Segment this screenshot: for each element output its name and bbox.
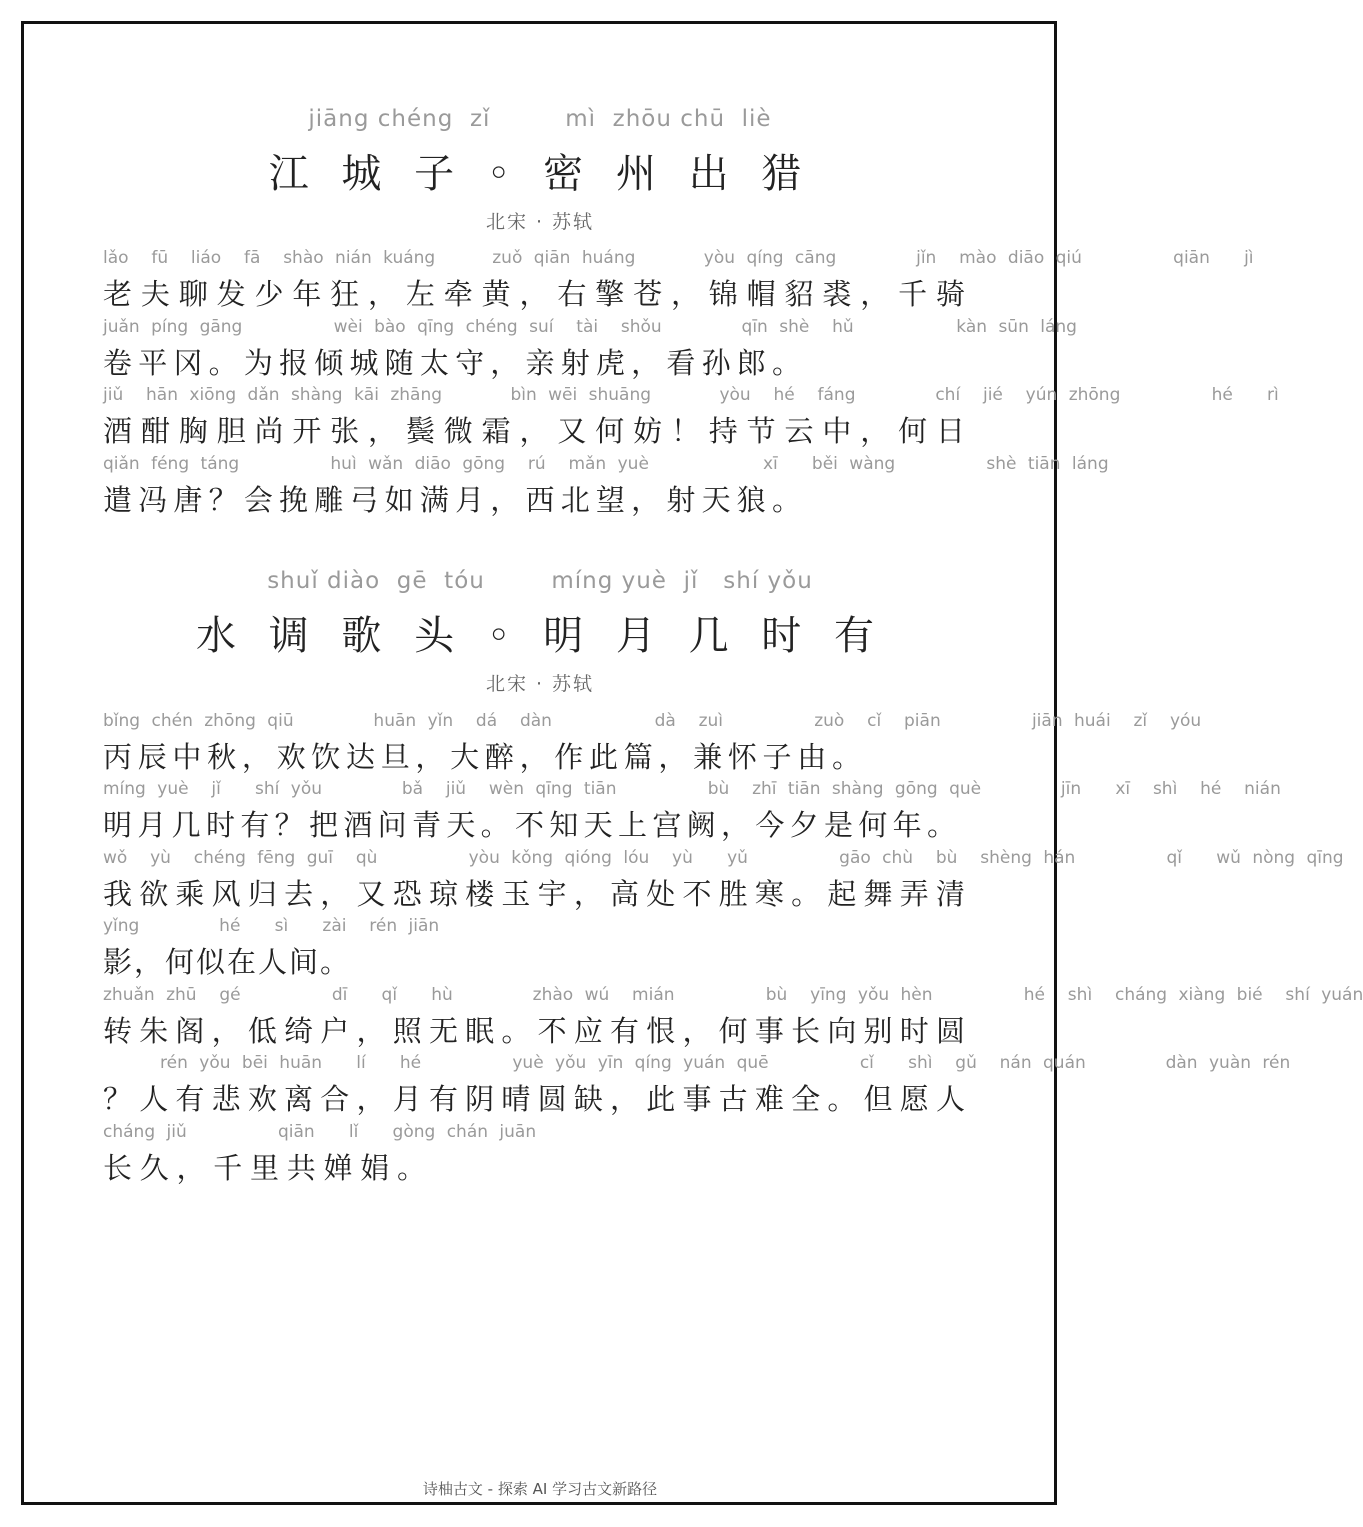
poem-1-line-3-text: 酒酣胸胆尚开张，鬓微霜，又何妨！持节云中，何日 — [103, 414, 967, 448]
poem-2-line-7-text: 长久，千里共婵娟。 — [103, 1151, 428, 1185]
poem-1-line-4-text: 遣冯唐？会挽雕弓如满月，西北望，射天狼。 — [103, 483, 803, 517]
poem-2-line-5-pinyin: zhuǎn zhū gé dī qǐ hù zhào wú mián bù yīng yǒu hèn hé shì cháng xiàng bié shí yuán — [103, 985, 1363, 1005]
poem-1-line-1-pinyin: lǎo fū liáo fā shào nián kuáng zuǒ qiān huáng yòu qíng cāng jǐn mào diāo qiú qiān jì — [103, 248, 1254, 268]
poem-1-line-2-pinyin: juǎn píng gāng wèi bào qīng chéng suí tài shǒu qīn shè hǔ kàn sūn láng — [103, 317, 1077, 337]
poem-2-line-4-text: 影，何似在人间。 — [103, 945, 352, 979]
poem-2-title: 水 调 歌 头 ◦ 明 月 几 时 有 — [195, 613, 885, 659]
footer-text: 诗柚古文 - 探索 AI 学习古文新路径 — [422, 1480, 658, 1498]
poem-1-author: 北宋 · 苏轼 — [485, 211, 595, 233]
poem-1-line-1-text: 老夫聊发少年狂，左牵黄，右擎苍，锦帽貂裘，千骑 — [103, 277, 967, 311]
poem-2-line-5-text: 转朱阁，低绮户，照无眠。不应有恨，何事长向别时圆 — [103, 1014, 967, 1048]
poem-2-line-3-text: 我欲乘风归去，又恐琼楼玉宇，高处不胜寒。起舞弄清 — [103, 877, 967, 911]
poem-1-line-3-pinyin: jiǔ hān xiōng dǎn shàng kāi zhāng bìn wēi shuāng yòu hé fáng chí jié yún zhōng hé rì — [103, 385, 1279, 405]
poem-2-line-7-pinyin: cháng jiǔ qiān lǐ gòng chán juān — [103, 1122, 537, 1142]
poem-2-author: 北宋 · 苏轼 — [485, 673, 595, 695]
poem-2-line-6-pinyin: rén yǒu bēi huān lí hé yuè yǒu yīn qíng yuán quē cǐ shì gǔ nán quán dàn yuàn rén — [103, 1053, 1291, 1073]
poem-2-line-4-pinyin: yǐng hé sì zài rén jiān — [103, 916, 440, 936]
poem-2-line-2-text: 明月几时有？把酒问青天。不知天上宫阙，今夕是何年。 — [103, 808, 958, 842]
poem-2-line-3-pinyin: wǒ yù chéng fēng guī qù yòu kǒng qióng lóu yù yǔ gāo chù bù shèng hán qǐ wǔ nòng qīng — [103, 848, 1344, 868]
poem-1-title: 江 城 子 ◦ 密 州 出 猎 — [268, 151, 812, 197]
poem-1-line-4-pinyin: qiǎn féng táng huì wǎn diāo gōng rú mǎn yuè xī běi wàng shè tiān láng — [103, 454, 1109, 474]
poem-2-line-6-text: ？人有悲欢离合，月有阴晴圆缺，此事古难全。但愿人 — [103, 1082, 967, 1116]
poem-2-line-1-pinyin: bǐng chén zhōng qiū huān yǐn dá dàn dà zuì zuò cǐ piān jiān huái zǐ yóu — [103, 711, 1202, 731]
poem-1-title-pinyin: jiāng chéng zǐ mì zhōu chū liè — [308, 106, 772, 132]
poem-2-line-1-text: 丙辰中秋，欢饮达旦，大醉，作此篇，兼怀子由。 — [103, 740, 863, 774]
poem-2-title-pinyin: shuǐ diào gē tóu míng yuè jǐ shí yǒu — [267, 568, 813, 594]
poem-1-line-2-text: 卷平冈。为报倾城随太守，亲射虎，看孙郎。 — [103, 346, 803, 380]
poem-2-line-2-pinyin: míng yuè jǐ shí yǒu bǎ jiǔ wèn qīng tiān bù zhī tiān shàng gōng què jīn xī shì hé nián — [103, 779, 1281, 799]
